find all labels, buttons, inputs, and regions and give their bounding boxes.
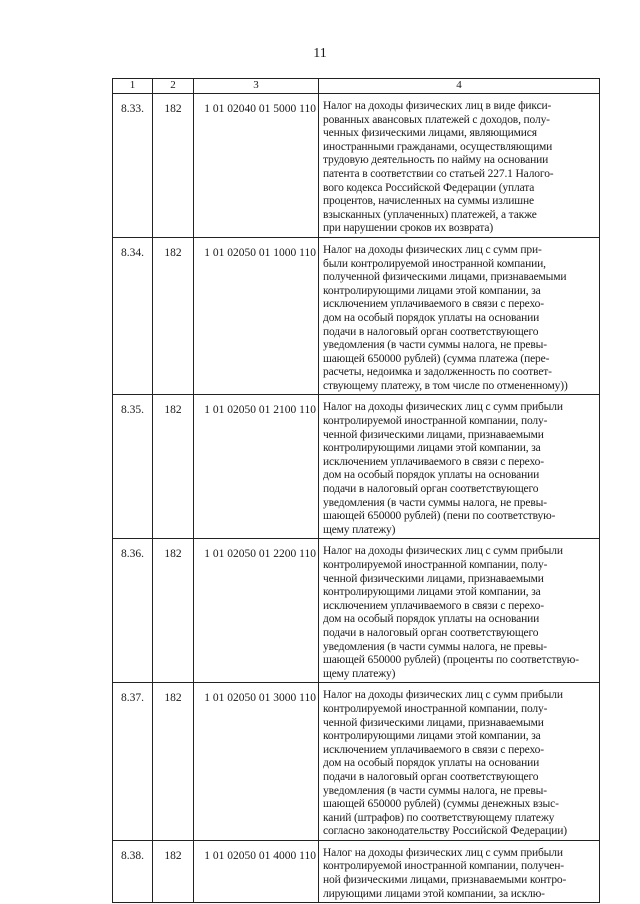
description-line: подачи в налоговый орган соответствующего	[323, 626, 539, 639]
description-line: контролируемой иностранной компании, полу-	[323, 559, 548, 571]
row-number: 8.36.	[113, 539, 153, 683]
budget-classification-code: 1 01 02050 01 2200 110	[194, 539, 319, 683]
table-header-row	[113, 79, 600, 94]
administrator-code: 182	[153, 840, 194, 902]
table-row	[113, 539, 600, 683]
description-line: щему платежу)	[323, 523, 396, 536]
description-line: расчеты, недоимка и задолженность по соответ-	[323, 366, 552, 379]
description-line: дом на особый порядок уплаты на основании	[323, 613, 540, 626]
description-line: уведомления (в части суммы налога, не превы-	[323, 339, 547, 352]
description-line: процентов, начисленных на суммы излишне	[323, 195, 534, 208]
row-number: 8.38.	[113, 840, 153, 902]
description-line: исключением уплачиваемого в связи с перехо-	[323, 599, 544, 612]
description-line: шающей 650000 рублей) (проценты по соответствую-	[323, 654, 579, 667]
revenue-description	[319, 94, 600, 238]
description-line: дом на особый порядок уплаты на основании	[323, 469, 540, 482]
description-line: Налог на доходы физических лиц в виде фикси-	[323, 100, 552, 112]
description-line: ченной физическими лицами, признаваемыми	[323, 572, 544, 585]
description-line: контролирующими лицами этой компании, за	[323, 284, 541, 297]
revenue-description	[319, 237, 600, 395]
administrator-code: 182	[153, 539, 194, 683]
description-line: контролируемой иностранной компании, полу-	[323, 702, 548, 715]
table-row	[113, 840, 600, 902]
description-line: Налог на доходы физических лиц с сумм при-	[323, 243, 542, 256]
description-line: патента в соответствии со статьей 227.1 Налого-	[323, 167, 554, 180]
description-line: Налог на доходы физических лиц с сумм прибыли	[323, 545, 563, 558]
table-row	[113, 94, 600, 238]
description-line: контролируемой иностранной компании, полу-	[323, 415, 548, 428]
description-line: контролируемой иностранной компании, получен-	[323, 860, 564, 873]
description-line: иностранными гражданами, осуществляющими	[323, 140, 553, 153]
description-line: уведомления (в части суммы налога, не превы-	[323, 496, 547, 509]
administrator-code: 182	[153, 94, 194, 238]
row-number: 8.37.	[113, 683, 153, 841]
description-line: при нарушении сроков их возврата)	[323, 222, 494, 235]
description-line: подачи в налоговый орган соответствующего	[323, 483, 539, 496]
description-line: Налог на доходы физических лиц с сумм прибыли	[323, 401, 563, 414]
row-number: 8.35.	[113, 395, 153, 539]
description-line: ченной физическими лицами, признаваемыми	[323, 716, 544, 729]
budget-classification-code: 1 01 02050 01 2100 110	[194, 395, 319, 539]
description-line: исключением уплачиваемого в связи с перехо-	[323, 743, 544, 756]
description-line: Налог на доходы физических лиц с сумм прибыли	[323, 846, 563, 859]
description-line: ной физическими лицами, признаваемыми контро-	[323, 874, 567, 887]
description-line: уведомления (в части суммы налога, не превы-	[323, 784, 547, 797]
description-line: щему платежу)	[323, 667, 396, 680]
description-line: полученной физическими лицами, признаваемыми	[323, 271, 567, 284]
description-line: согласно законодательству Российской Федерации)	[323, 825, 567, 838]
description-line: каний (штрафов) по соответствующему платежу	[323, 811, 555, 824]
description-line: дом на особый порядок уплаты на основании	[323, 757, 540, 770]
description-line: шающей 650000 рублей) (сумма платежа (пере-	[323, 352, 550, 365]
column-header: 4	[319, 79, 600, 94]
description-line: лирующими лицами этой компании, за исклю-	[323, 887, 545, 900]
description-line: шающей 650000 рублей) (суммы денежных взыс-	[323, 798, 559, 811]
row-number: 8.34.	[113, 237, 153, 395]
description-line: вого кодекса Российской Федерации (уплата	[323, 181, 535, 194]
row-number: 8.33.	[113, 94, 153, 238]
administrator-code: 182	[153, 395, 194, 539]
table-row	[113, 683, 600, 841]
table-row	[113, 395, 600, 539]
budget-classification-code: 1 01 02050 01 1000 110	[194, 237, 319, 395]
description-line: исключением уплачиваемого в связи с перехо-	[323, 298, 544, 311]
page-number: 11	[313, 46, 327, 61]
budget-classification-code: 1 01 02050 01 4000 110	[194, 840, 319, 902]
description-line: ствующему платежу, в том числе по отмененному))	[323, 379, 568, 392]
description-line: были контролируемой иностранной компании,	[323, 257, 546, 270]
description-line: исключением уплачиваемого в связи с перехо-	[323, 455, 544, 468]
description-line: взысканных (уплаченных) платежей, а также	[323, 208, 537, 221]
administrator-code: 182	[153, 237, 194, 395]
column-header: 1	[113, 79, 153, 94]
budget-classification-table	[112, 78, 600, 903]
description-line: ченных физическими лицами, являющимися	[323, 127, 537, 140]
budget-classification-code: 1 01 02050 01 3000 110	[194, 683, 319, 841]
description-line: ченной физическими лицами, признаваемыми	[323, 428, 544, 441]
revenue-description	[319, 840, 600, 902]
description-line: контролирующими лицами этой компании, за	[323, 442, 541, 455]
column-header: 2	[153, 79, 194, 94]
administrator-code: 182	[153, 683, 194, 841]
description-line: дом на особый порядок уплаты на основании	[323, 311, 540, 324]
description-line: уведомления (в части суммы налога, не превы-	[323, 640, 547, 653]
revenue-description	[319, 539, 600, 683]
description-line: контролирующими лицами этой компании, за	[323, 730, 541, 743]
description-line: Налог на доходы физических лиц с сумм прибыли	[323, 689, 563, 702]
revenue-description	[319, 395, 600, 539]
table-row	[113, 237, 600, 395]
description-line: шающей 650000 рублей) (пени по соответствую-	[323, 510, 556, 523]
description-line: рованных авансовых платежей с доходов, полу-	[323, 113, 550, 126]
revenue-description	[319, 683, 600, 841]
description-line: подачи в налоговый орган соответствующего	[323, 770, 539, 783]
description-line: подачи в налоговый орган соответствующего	[323, 325, 539, 338]
description-line: трудовую деятельность по найму на основании	[323, 154, 549, 167]
description-line: контролирующими лицами этой компании, за	[323, 586, 541, 599]
budget-classification-code: 1 01 02040 01 5000 110	[194, 94, 319, 238]
column-header: 3	[194, 79, 319, 94]
